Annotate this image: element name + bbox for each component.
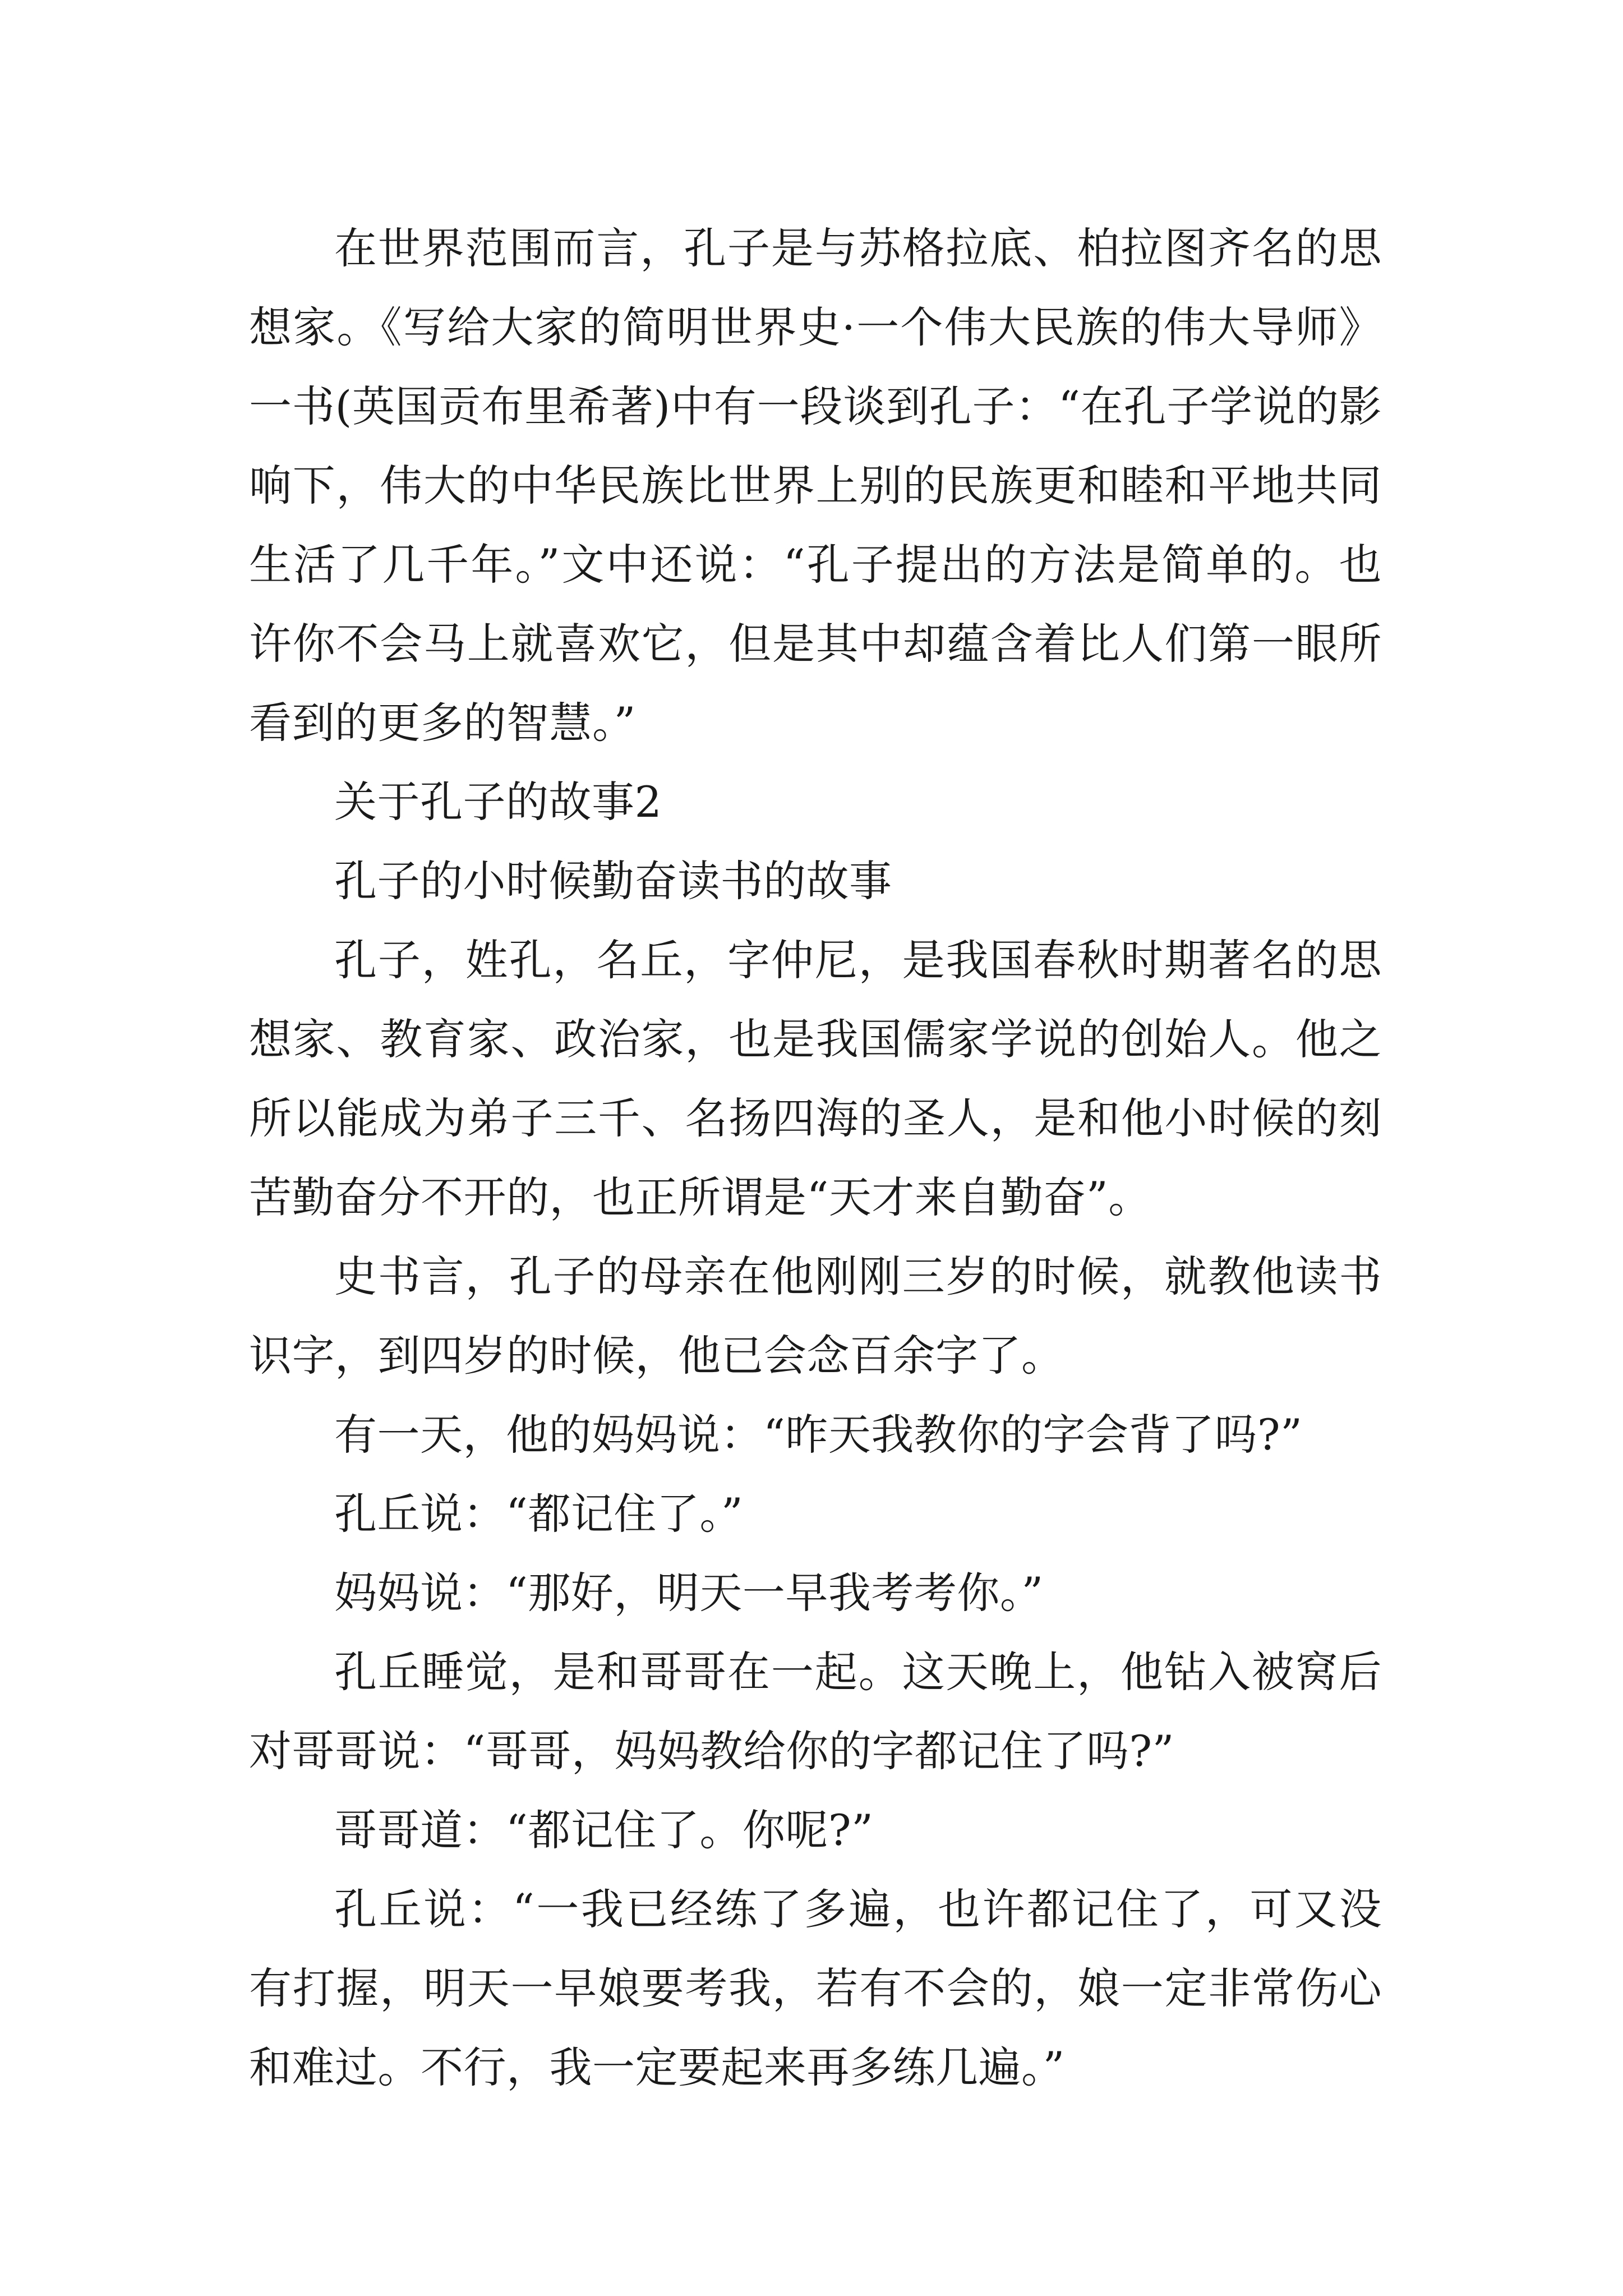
article-body: [249, 209, 1382, 2107]
section-heading-story-2: 关于孔子的故事2: [334, 777, 662, 827]
paragraph-night-talk: 孔丘睡觉，是和哥哥在一起。这天晚上，他钻入被窝后对哥哥说：“哥哥，妈妈教给你的字都记住了吗?”: [249, 1647, 1382, 1776]
paragraph-mother-teaching: 史书言，孔子的母亲在他刚刚三岁的时候，就教他读书识字，到四岁的时候，他已会念百余字了。: [249, 1251, 1382, 1381]
paragraph-confucius-intro: 孔子，姓孔，名丘，字仲尼，是我国春秋时期著名的思想家、教育家、政治家，也是我国儒家学说的创始人。他之所以能成为弟子三千、名扬四海的圣人，是和他小时候的刻苦勤奋分不开的，也正所谓是“天才来自勤奋”。: [249, 935, 1382, 1222]
paragraph-mother-reply: 妈妈说：“那好，明天一早我考考你。”: [334, 1568, 1044, 1618]
paragraph-mother-question: 有一天，他的妈妈说：“昨天我教你的字会背了吗?”: [334, 1410, 1303, 1460]
paragraph-confucius-world-view: 在世界范围而言，孔子是与苏格拉底、柏拉图齐名的思想家。《写给大家的简明世界史·一个伟大民族的伟大导师》一书(英国贡布里希著)中有一段谈到孔子：“在孔子学说的影响下，伟大的中华民族比世界上别的民族更和睦和平地共同生活了几千年。”文中还说：“孔子提出的方法是简单的。也许你不会马上就喜欢它，但是其中却蕴含着比人们第一眼所看到的更多的智慧。”: [249, 223, 1382, 748]
paragraph-qiu-answer: 孔丘说：“都记住了。”: [334, 1489, 744, 1539]
paragraph-brother-reply: 哥哥道：“都记住了。你呢?”: [334, 1805, 874, 1855]
paragraph-qiu-resolve: 孔丘说：“一我已经练了多遍，也许都记住了，可又没有打握，明天一早娘要考我，若有不会的，娘一定非常伤心和难过。不行，我一定要起来再多练几遍。”: [249, 1884, 1382, 2092]
story-title: 孔子的小时候勤奋读书的故事: [334, 856, 892, 906]
